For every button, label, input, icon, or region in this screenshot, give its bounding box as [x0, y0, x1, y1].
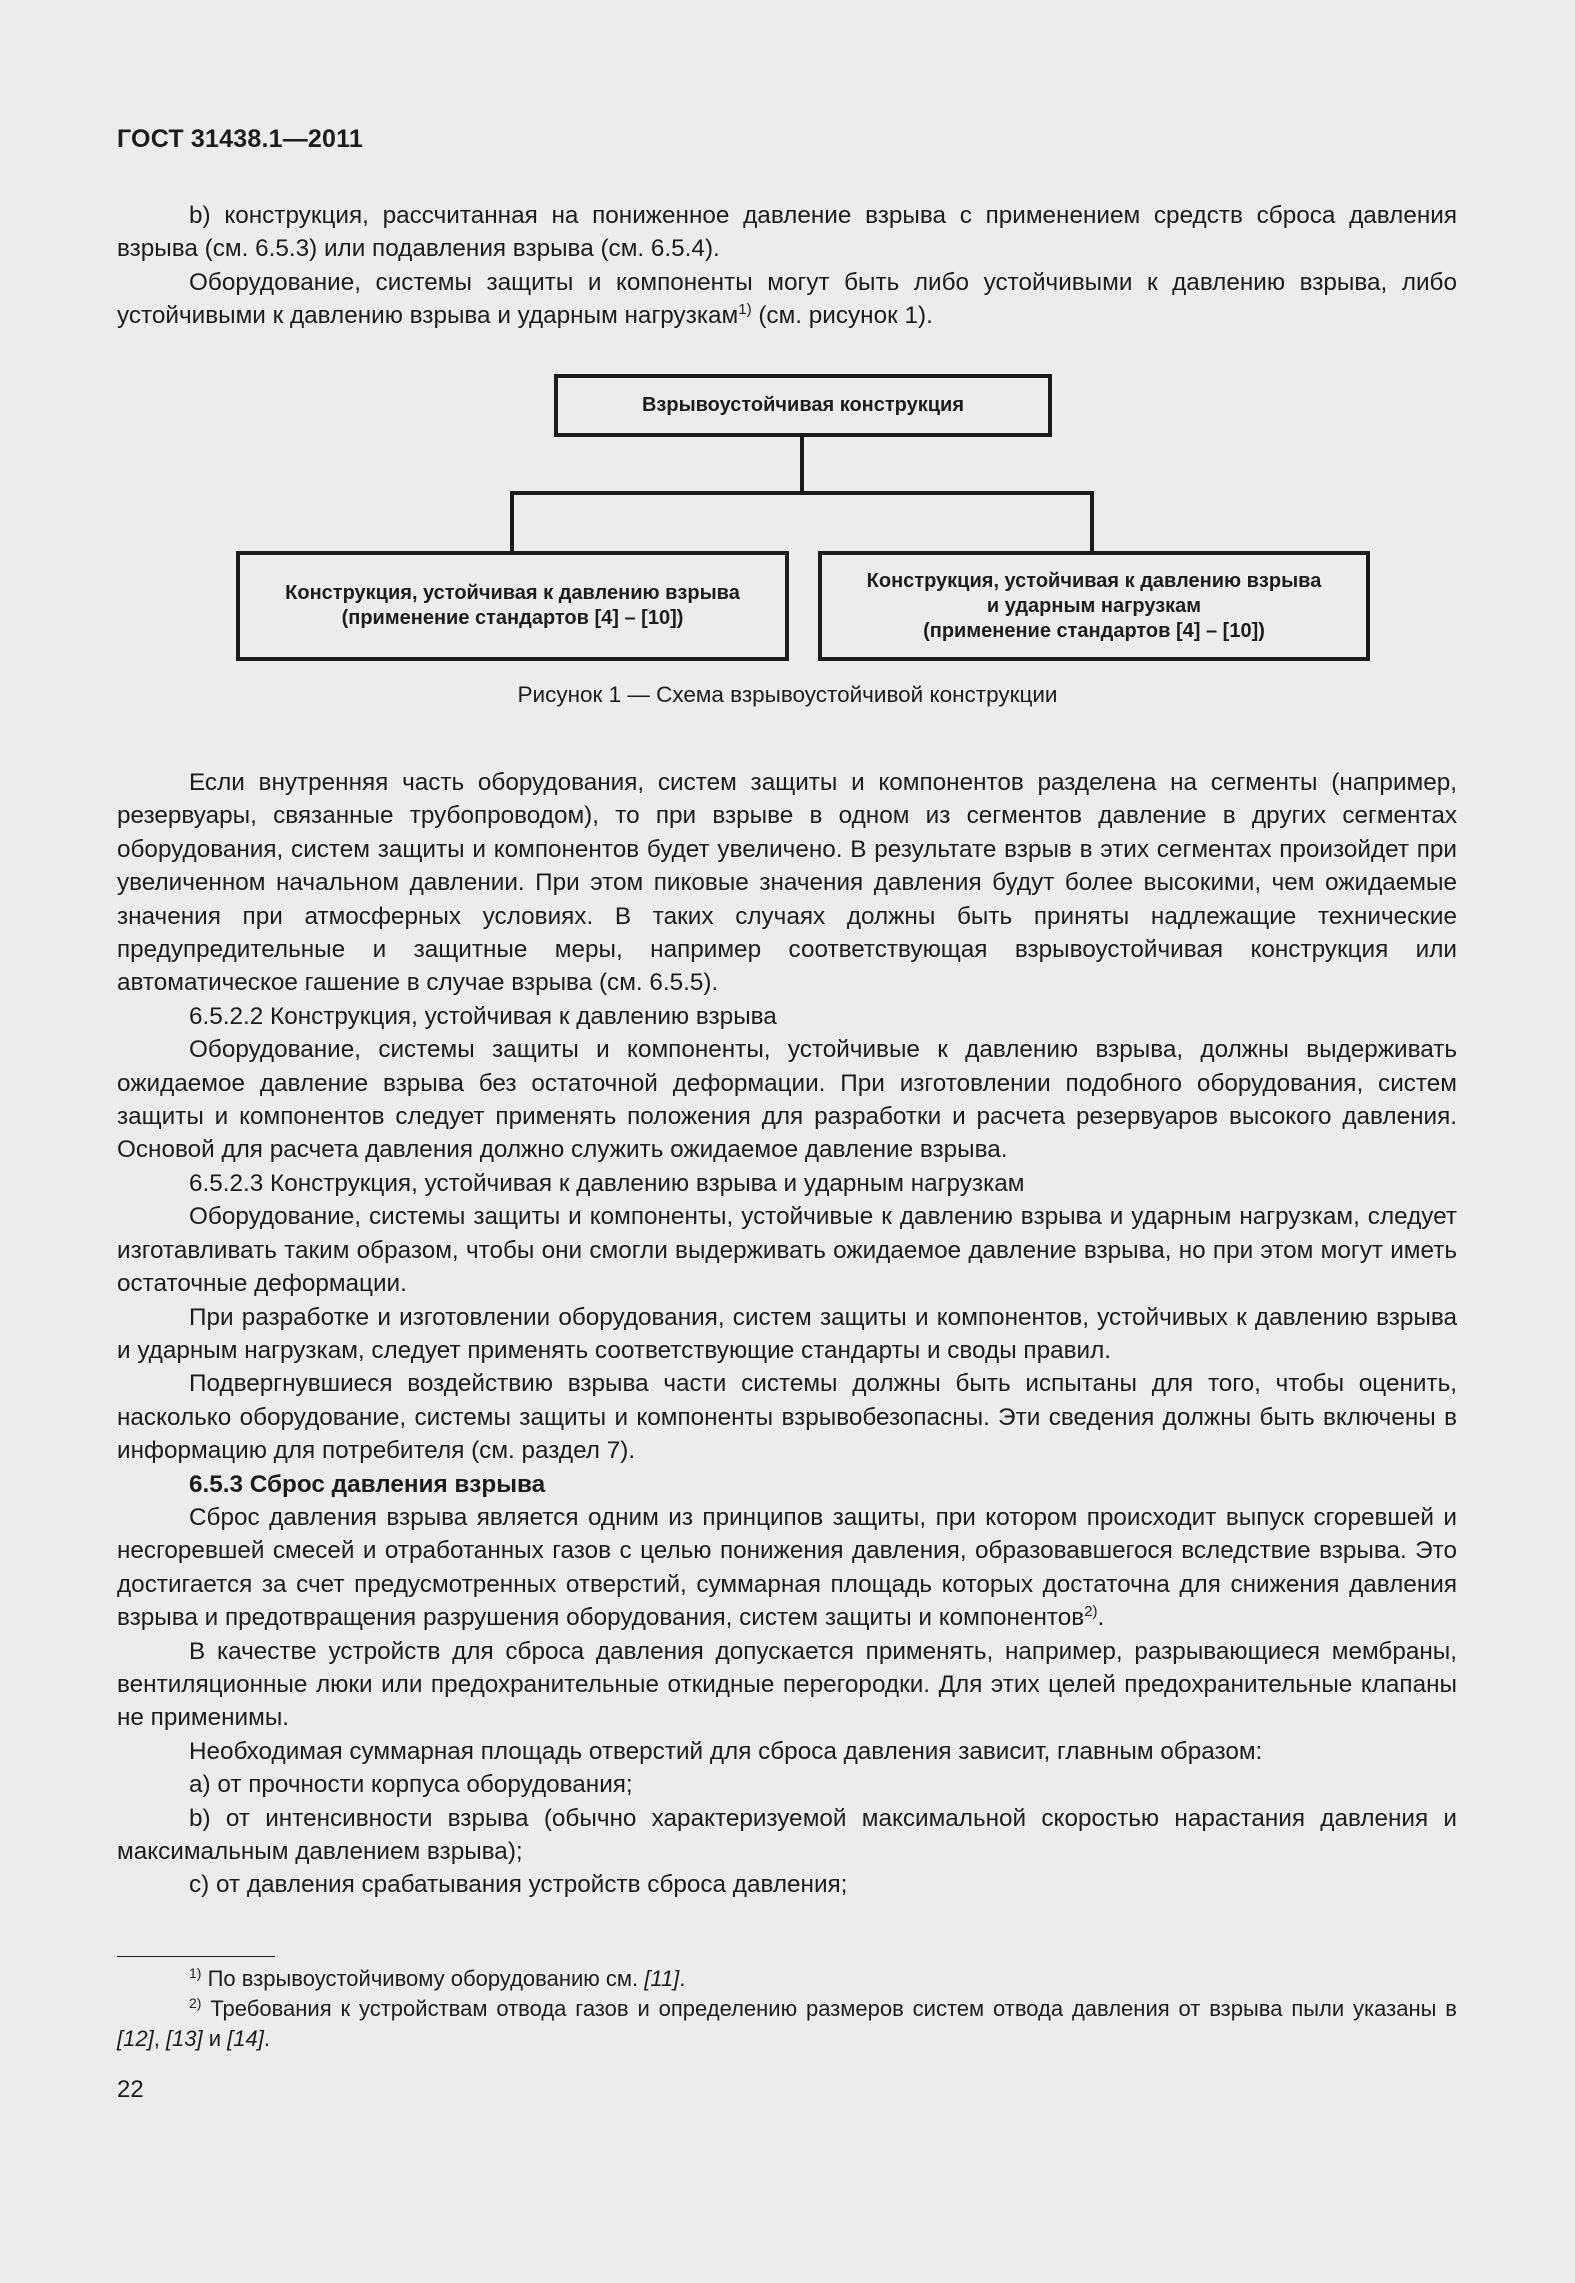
- reference-link[interactable]: [12]: [117, 2026, 154, 2051]
- paragraph: В качестве устройств для сброса давления допускается применять, например, разрывающиеся мембраны, вентиляционные люки или предохранительные откидные перегородки. Для этих целей предохранительные клапаны не применимы.: [117, 1637, 1457, 1732]
- box-label: Конструкция, устойчивая к давлению взрыва: [866, 569, 1322, 592]
- box-label: Взрывоустойчивая конструкция: [641, 394, 965, 416]
- reference-link[interactable]: [11]: [644, 1966, 680, 1991]
- footnote-separator: ,: [153, 2026, 166, 2051]
- paragraph: Оборудование, системы защиты и компоненты, устойчивые к давлению взрыва, должны выдерживать ожидаемое давление взрыва без остаточной деформации. При изготовлении подобного оборудования, систем защиты и компонентов следует применять положения для разработки и расчета резервуаров высокого давления. Основой для расчета давления должно служить ожидаемое давление взрыва.: [117, 1036, 1457, 1164]
- subsection-title: 6.5.2.3 Конструкция, устойчивая к давлению взрыва и ударным нагрузкам: [189, 1169, 1025, 1197]
- paragraph-tail: .: [1097, 1604, 1105, 1632]
- list-item: c) от давления срабатывания устройств сброса давления;: [189, 1871, 848, 1899]
- paragraph-text: Оборудование, системы защиты и компоненты могут быть либо устойчивыми к давлению взрыва, либо устойчивыми к давлению взрыва и ударным нагрузкам: [117, 268, 1457, 330]
- footnote-end: .: [263, 2026, 270, 2051]
- page-number: 22: [117, 2076, 144, 2103]
- diagram-box-pressure-shock-resistant: [818, 551, 1370, 661]
- main-text: [117, 766, 1457, 1902]
- paragraph: [117, 1501, 1457, 1635]
- paragraph: Оборудование, системы защиты и компоненты, устойчивые к давлению взрыва и ударным нагрузкам, следует изготавливать таким образом, чтобы они смогли выдерживать ожидаемое давление взрыва, но при этом могут иметь остаточные деформации.: [117, 1203, 1457, 1298]
- footnote-separator: и: [202, 2026, 228, 2051]
- paragraph-text: Сброс давления взрыва является одним из принципов защиты, при котором происходит выпуск сгоревшей и несгоревшей смесей и отработанных газов с целью понижения давления, образовавшегося вследствие взрыва. Это достигается за счет предусмотренных отверстий, суммарная площадь которых достаточна для снижения давления взрыва и предотвращения разрушения оборудования, систем защиты и компонентов: [117, 1503, 1457, 1632]
- diagram-box-pressure-resistant: [236, 551, 789, 661]
- paragraph: b) конструкция, рассчитанная на пониженное давление взрыва с применением средств сброса давления взрыва (см. 6.5.3) или подавления взрыва (см. 6.5.4).: [117, 202, 1457, 263]
- footnote-end: .: [679, 1966, 686, 1991]
- paragraph: Если внутренняя часть оборудования, систем защиты и компонентов разделена на сегменты (например, резервуары, связанные трубопроводом), то при взрыве в одном из сегментов давление в других сегментах оборудования, систем защиты и компонентов будет увеличено. В результате взрыв в этих сегментах произойдет при увеличенном начальном давлении. При этом пиковые значения давления будут более высокими, чем ожидаемые значения при атмосферных условиях. В таких случаях должны быть приняты надлежащие технические предупредительные и защитные меры, например соответствующая взрывоустойчивая конструкция или автоматическое гашение в случае взрыва (см. 6.5.5).: [117, 769, 1457, 997]
- box-label: (применение стандартов [4] – [10]): [341, 607, 684, 629]
- footnote-mark: 2): [189, 1995, 202, 2011]
- paragraph-tail: (см. рисунок 1).: [751, 302, 933, 330]
- box-label: (применение стандартов [4] – [10]): [923, 619, 1265, 642]
- box-label: и ударным нагрузкам: [986, 594, 1202, 617]
- list-item: а) от прочности корпуса оборудования;: [189, 1771, 633, 1799]
- standard-header: ГОСТ 31438.1—2011: [117, 125, 363, 153]
- footnote-text: Требования к устройствам отвода газов и определению размеров систем отвода давления от взрыва пыли указаны в: [201, 1996, 1457, 2021]
- subsection-title: 6.5.2.2 Конструкция, устойчивая к давлению взрыва: [189, 1002, 777, 1030]
- footnotes: [117, 1964, 1457, 2054]
- reference-link[interactable]: [14]: [227, 2026, 264, 2051]
- reference-link[interactable]: [13]: [165, 2026, 203, 2051]
- footnote-ref[interactable]: 1): [738, 301, 752, 319]
- list-item: b) от интенсивности взрыва (обычно характеризуемой максимальной скоростью нарастания давления и максимальным давлением взрыва);: [117, 1804, 1457, 1865]
- footnote-ref[interactable]: 2): [1084, 1603, 1098, 1621]
- paragraph: Необходимая суммарная площадь отверстий для сброса давления зависит, главным образом:: [189, 1737, 1263, 1765]
- footnote-1: [117, 1964, 1457, 1994]
- footnote-divider: [117, 1956, 275, 1957]
- diagram-box-explosion-resistant: [554, 374, 1052, 437]
- footnote-2: [117, 1994, 1457, 2054]
- footnote-mark: 1): [189, 1965, 202, 1981]
- section-heading: 6.5.3 Сброс давления взрыва: [189, 1470, 546, 1498]
- footnote-text: По взрывоустойчивому оборудованию см.: [201, 1966, 645, 1991]
- figure-caption: Рисунок 1 — Схема взрывоустойчивой конструкции: [517, 682, 1058, 707]
- paragraph: [117, 266, 1457, 333]
- box-label: Конструкция, устойчивая к давлению взрыва: [285, 582, 740, 604]
- paragraph: При разработке и изготовлении оборудования, систем защиты и компонентов, устойчивых к давлению взрыва и ударным нагрузкам, следует применять соответствующие стандарты и своды правил.: [117, 1303, 1457, 1364]
- paragraph: Подвергнувшиеся воздействию взрыва части системы должны быть испытаны для того, чтобы оценить, насколько оборудование, системы защиты и компоненты взрывобезопасны. Эти сведения должны быть включены в информацию для потребителя (см. раздел 7).: [117, 1370, 1457, 1465]
- intro-text: [117, 199, 1457, 333]
